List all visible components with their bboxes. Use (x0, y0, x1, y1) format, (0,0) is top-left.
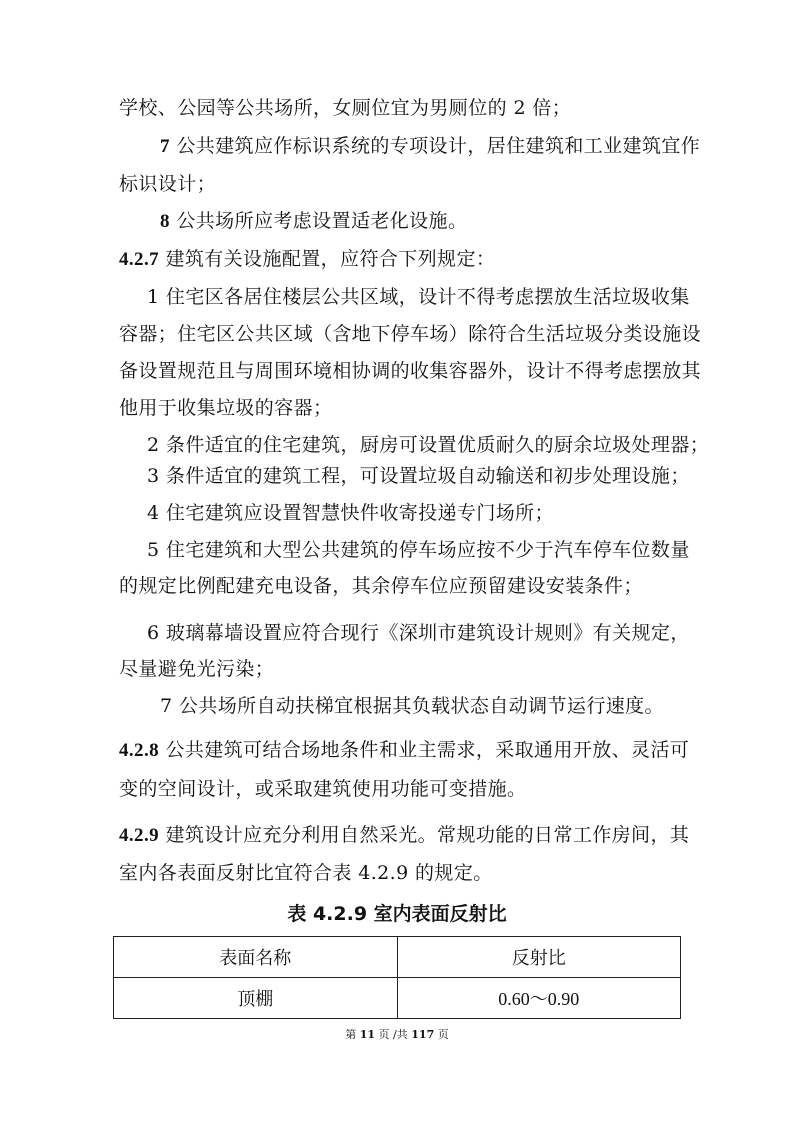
table-caption: 表 4.2.9 室内表面反射比 (287, 903, 507, 925)
page-footer (0, 1028, 794, 1042)
section-text: 建筑设计应充分利用自然采光。常规功能的日常工作房间，其 (159, 824, 690, 846)
paragraph-line: 他用于收集垃圾的容器； (119, 397, 333, 419)
paragraph-line: 的规定比例配建充电设备，其余停车位应预留建设安装条件； (119, 575, 643, 597)
section-number: 4.2.8 (119, 740, 159, 761)
paragraph-line: 标识设计； (119, 173, 217, 195)
clause-number: 8 (160, 211, 170, 232)
total-page-count: 117 (411, 1028, 435, 1041)
current-page-number: 11 (359, 1028, 376, 1041)
cell-surface-name: 顶棚 (114, 978, 398, 1019)
paragraph-line: 室内各表面反射比宜符合表 4.2.9 的规定。 (119, 862, 493, 884)
paragraph-line: 备设置规范且与周围环境相协调的收集容器外，设计不得考虑摆放其 (119, 360, 702, 382)
clause-text: 公共场所应考虑设置适老化设施。 (169, 210, 468, 232)
footer-suffix: 页 (434, 1028, 449, 1041)
paragraph-line: 容器；住宅区公共区域（含地下停车场）除符合生活垃圾分类设施设 (119, 323, 702, 345)
table-row (114, 978, 681, 1019)
section-text: 公共建筑可结合场地条件和业主需求，采取通用开放、灵活可 (159, 739, 690, 761)
item-2-line: 2 条件适宜的住宅建筑，厨房可设置优质耐久的厨余垃圾处理器； (147, 434, 710, 456)
section-number: 4.2.9 (119, 825, 159, 846)
section-4-2-7-heading (119, 247, 495, 272)
paragraph-line: 变的空间设计，或采取建筑使用功能可变措施。 (119, 778, 527, 800)
clause-number: 7 (160, 136, 170, 157)
item-4-line: 4 住宅建筑应设置智慧快件收寄投递专门场所； (147, 502, 554, 524)
paragraph-line: 尽量避免光污染； (119, 658, 275, 680)
item-3-line: 3 条件适宜的建筑工程，可设置垃圾自动输送和初步处理设施； (147, 465, 690, 487)
item-5-line: 5 住宅建筑和大型公共建筑的停车场应按不少于汽车停车位数量 (147, 539, 690, 561)
reflectance-table (113, 936, 681, 1019)
section-4-2-8-heading (119, 738, 689, 763)
item-1-line: 1 住宅区各居住楼层公共区域，设计不得考虑摆放生活垃圾收集 (147, 286, 690, 308)
item-6-line: 6 玻璃幕墙设置应符合现行《深圳市建筑设计规则》有关规定， (147, 622, 690, 644)
cell-reflectance: 0.60～0.90 (397, 978, 681, 1019)
table-header-row (114, 937, 681, 978)
footer-middle: 页 /共 (375, 1028, 412, 1041)
clause-8-line (160, 209, 467, 234)
clause-text: 公共建筑应作标识系统的专项设计，居住建筑和工业建筑宜作 (169, 135, 701, 157)
section-text: 建筑有关设施配置，应符合下列规定： (159, 248, 496, 270)
section-4-2-9-heading (119, 823, 689, 848)
paragraph-line: 学校、公园等公共场所，女厕位宜为男厕位的 2 倍； (119, 97, 572, 119)
clause-7-line (160, 134, 700, 159)
item-7-line: 7 公共场所自动扶梯宜根据其负载状态自动调节运行速度。 (160, 695, 664, 717)
header-reflectance: 反射比 (397, 937, 681, 978)
footer-prefix: 第 (345, 1028, 360, 1041)
header-surface-name: 表面名称 (114, 937, 398, 978)
section-number: 4.2.7 (119, 249, 159, 270)
